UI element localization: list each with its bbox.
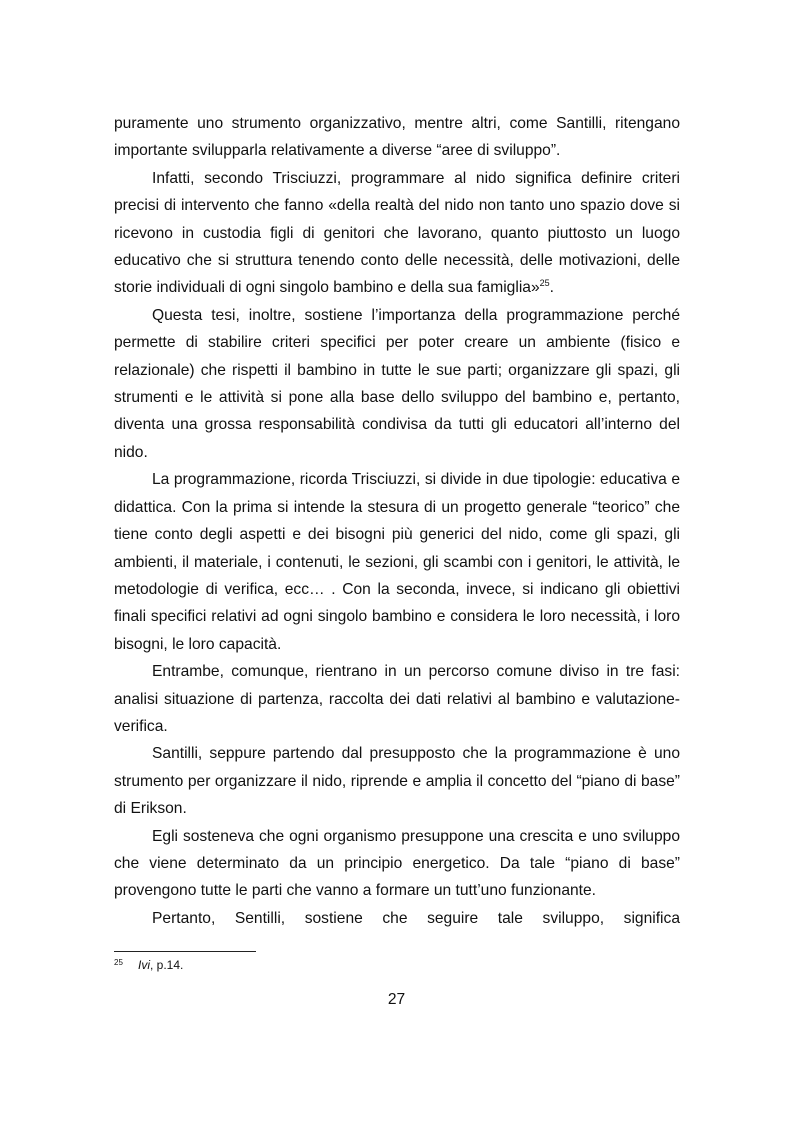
- paragraph-6: Santilli, seppure partendo dal presupposto che la programmazione è uno strumento per organizzare il nido, riprende e amplia il concetto del “piano di base” di Erikson.: [114, 745, 680, 818]
- footnote-reference[interactable]: 25: [539, 278, 550, 289]
- footnote-divider: [114, 951, 256, 952]
- paragraph-4: La programmazione, ricorda Trisciuzzi, si divide in due tipologie: educativa e didattica. Con la prima si intende la stesura di un progetto generale “teorico” che tiene conto degli aspetti e dei bisogni più generici del nido, come gli spazi, gli ambienti, il materiale, i contenuti, le sezioni, gli scambi con i genitori, le attività, le metodologie di verifica, ecc… . Con la seconda, invece, si indicano gli obiettivi finali specifici relativi ad ogni singolo bambino e considera le loro necessità, i loro bisogni, le loro capacità.: [114, 471, 680, 653]
- page-number: 27: [387, 991, 406, 1008]
- footnote-text: [138, 957, 183, 973]
- footnote: [114, 957, 183, 973]
- paragraph-3: Questa tesi, inoltre, sostiene l’importanza della programmazione perché permette di stabilire criteri specifici per poter creare un ambiente (fisico e relazionale) che rispetti il bambino in tutte le sue parti; organizzare gli spazi, gli strumenti e le attività si pone alla base dello sviluppo del bambino e, pertanto, diventa una grossa responsabilità condivisa da tutti gli educatori all’interno del nido.: [114, 306, 680, 461]
- footnote-number: 25: [114, 958, 123, 967]
- paragraph-1: puramente uno strumento organizzativo, mentre altri, come Santilli, ritengano importante svilupparla relativamente a diverse “aree di sviluppo”.: [114, 115, 680, 160]
- paragraph-7: Egli sosteneva che ogni organismo presuppone una crescita e uno sviluppo che viene determinato da un principio energetico. Da tale “piano di base” provengono tutte le parti che vanno a formare un tutt’uno funzionante.: [114, 827, 680, 900]
- body-text: [114, 110, 680, 932]
- footnote-source: Ivi: [138, 958, 150, 972]
- paragraph-2: Infatti, secondo Trisciuzzi, programmare al nido significa definire criteri precisi di intervento che fanno «della realtà del nido non tanto uno spazio dove si ricevono in custodia figli di genitori che lavorano, quanto piuttosto un luogo educativo che si struttura tenendo conto delle necessità, delle motivazioni, delle storie individuali di ogni singolo bambino e della sua famiglia»$^{25}$.: [114, 169, 680, 297]
- footnote-rest: , p.14.: [150, 958, 184, 972]
- paragraph-8: Pertanto, Sentilli, sostiene che seguire tale sviluppo, significa: [152, 909, 680, 927]
- paragraph-5: Entrambe, comunque, rientrano in un percorso comune diviso in tre fasi: analisi situazione di partenza, raccolta dei dati relativi al bambino e valutazione-verifica.: [114, 663, 680, 735]
